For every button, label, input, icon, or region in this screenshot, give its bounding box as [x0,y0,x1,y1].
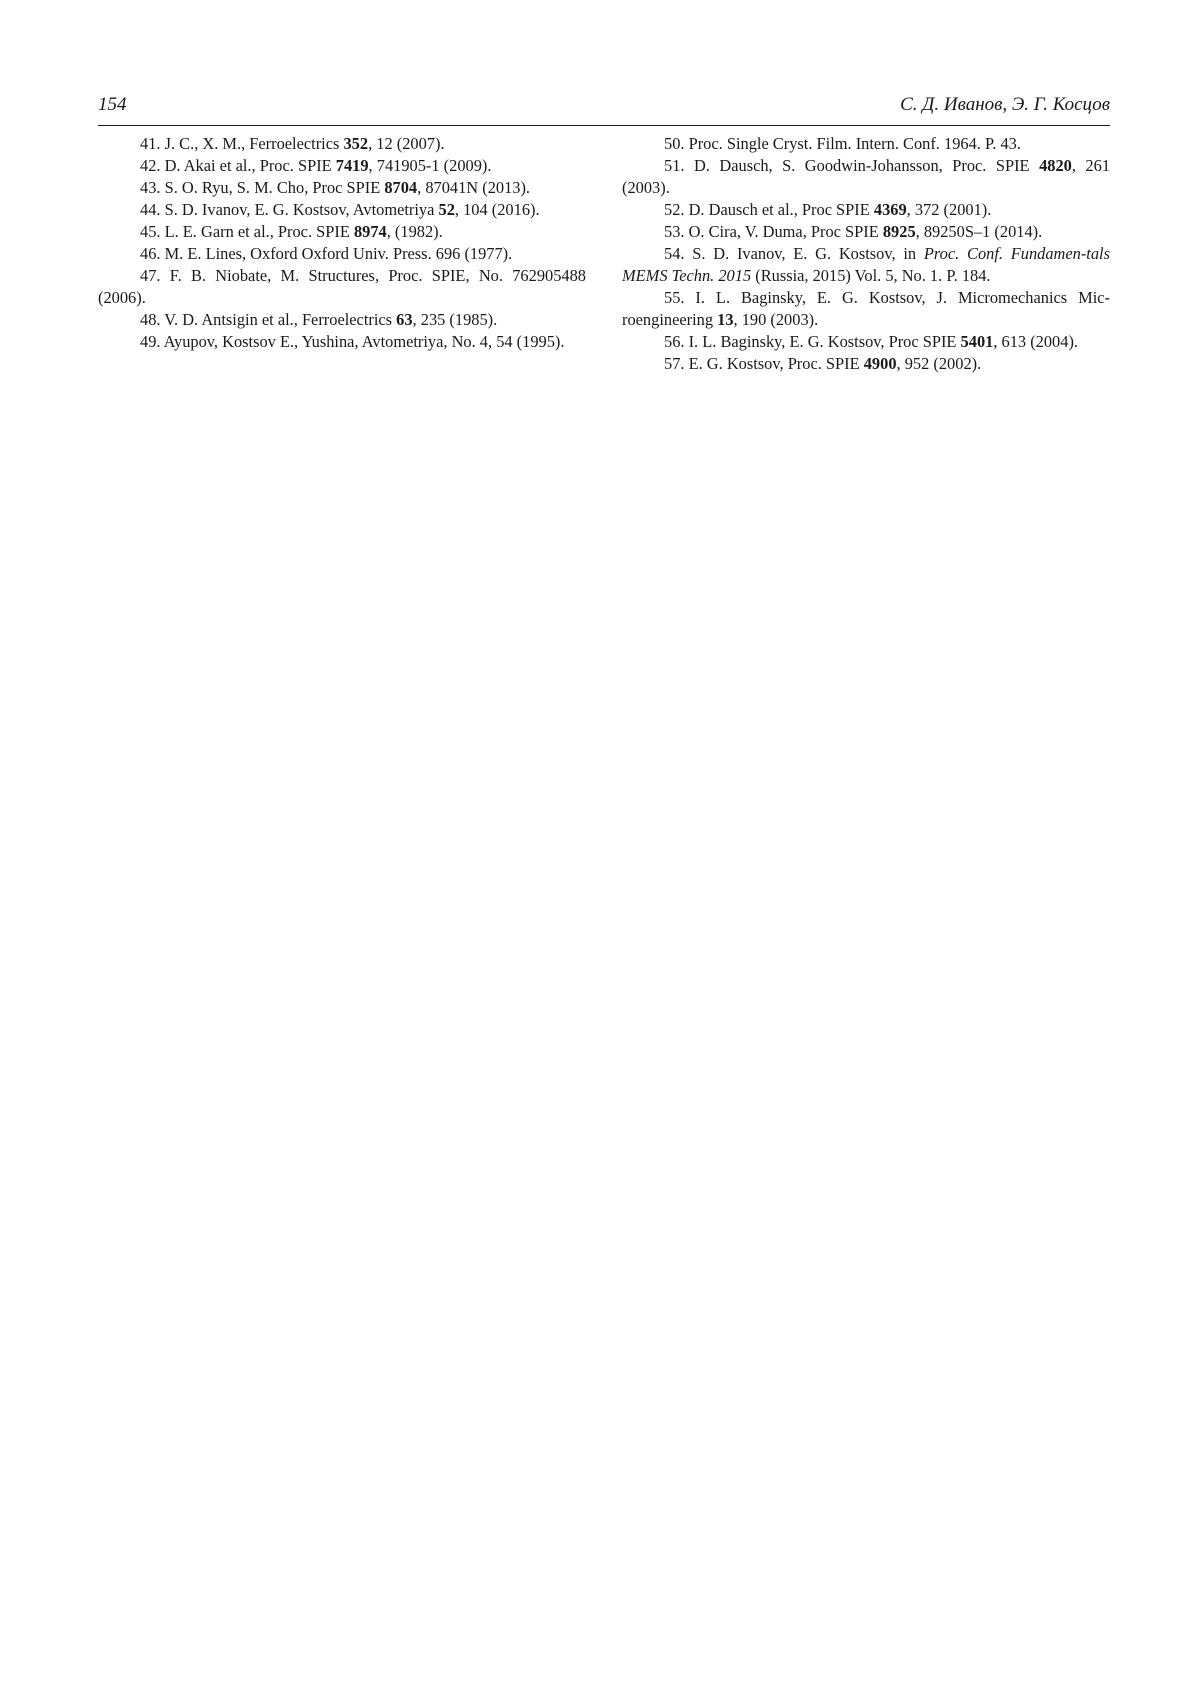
reference-volume: 52 [438,200,455,219]
reference-text: (Russia, 2015) Vol. 5, No. 1. P. 184. [751,266,991,285]
reference-text: 53. O. Cira, V. Duma, Proc SPIE [664,222,883,241]
reference-text: , 235 (1985). [412,310,498,329]
reference-item [622,155,1110,199]
reference-volume: 352 [343,134,369,153]
reference-text: 42. D. Akai et al., Proc. SPIE [140,156,336,175]
reference-item [622,243,1110,287]
reference-text: , 261 (2003). [622,156,1111,197]
reference-text: , 190 (2003). [733,310,819,329]
reference-volume: 7419 [335,156,369,175]
reference-text: 54. S. D. Ivanov, E. G. Kostsov, in [664,244,924,263]
reference-text: 44. S. D. Ivanov, E. G. Kostsov, Avtometriya [140,200,439,219]
running-head [98,90,1110,120]
reference-text: 51. D. Dausch, S. Goodwin-Johansson, Proc. SPIE [664,156,1040,175]
reference-item [98,221,586,243]
reference-volume: 8925 [882,222,916,241]
reference-volume: 8704 [384,178,418,197]
reference-text: , 741905-1 (2009). [368,156,492,175]
reference-text: , 104 (2016). [454,200,540,219]
reference-item [622,133,1110,155]
reference-item [98,155,586,177]
reference-item [622,221,1110,243]
reference-item [98,309,586,331]
reference-item [622,353,1110,375]
reference-text: 41. J. C., X. M., Ferroelectrics [140,134,344,153]
page-number: 154 [98,94,127,115]
reference-text: 43. S. O. Ryu, S. M. Cho, Proc SPIE [140,178,385,197]
reference-italic-text: Proc. Conf. Fundamen-tals MEMS Techn. 2015 [622,244,1110,285]
reference-item [622,199,1110,221]
reference-volume: 63 [396,310,413,329]
reference-volume: 5401 [960,332,994,351]
reference-text: 57. E. G. Kostsov, Proc. SPIE [664,354,864,373]
reference-item [98,199,586,221]
reference-text: , 87041N (2013). [417,178,531,197]
reference-text: , (1982). [386,222,443,241]
reference-text: , 89250S–1 (2014). [915,222,1043,241]
reference-item [622,331,1110,353]
reference-item [98,133,586,155]
reference-text: , 372 (2001). [906,200,992,219]
reference-text: 48. V. D. Antsigin et al., Ferroelectrics [140,310,397,329]
reference-text: 47. F. B. Niobate, M. Structures, Proc. SPIE, No. 762905488 (2006). [98,266,586,307]
reference-text: , 613 (2004). [993,332,1079,351]
reference-volume: 4369 [873,200,907,219]
reference-volume: 8974 [353,222,387,241]
reference-item [98,177,586,199]
reference-text: 50. Proc. Single Cryst. Film. Intern. Conf. 1964. P. 43. [664,134,1021,153]
reference-volume: 13 [717,310,734,329]
reference-text: 49. Ayupov, Kostsov E., Yushina, Avtometriya, No. 4, 54 (1995). [140,332,565,351]
header-authors: С. Д. Иванов, Э. Г. Косцов [900,94,1110,115]
references-column-left [98,133,586,353]
header-rule [98,125,1110,126]
references-column-right [622,133,1110,375]
reference-text: , 952 (2002). [896,354,982,373]
reference-text: 55. I. L. Baginsky, E. G. Kostsov, J. Micromechanics Mic-roengineering [622,288,1110,329]
reference-item [98,331,586,353]
reference-text: , 12 (2007). [368,134,445,153]
journal-page [98,0,1110,1698]
reference-volume: 4900 [863,354,897,373]
reference-text: 46. M. E. Lines, Oxford Oxford Univ. Press. 696 (1977). [140,244,513,263]
reference-volume: 4820 [1039,156,1072,175]
reference-item [98,265,586,309]
reference-item [98,243,586,265]
reference-text: 52. D. Dausch et al., Proc SPIE [664,200,874,219]
reference-text: 56. I. L. Baginsky, E. G. Kostsov, Proc SPIE [664,332,961,351]
reference-text: 45. L. E. Garn et al., Proc. SPIE [140,222,354,241]
reference-item [622,287,1110,331]
